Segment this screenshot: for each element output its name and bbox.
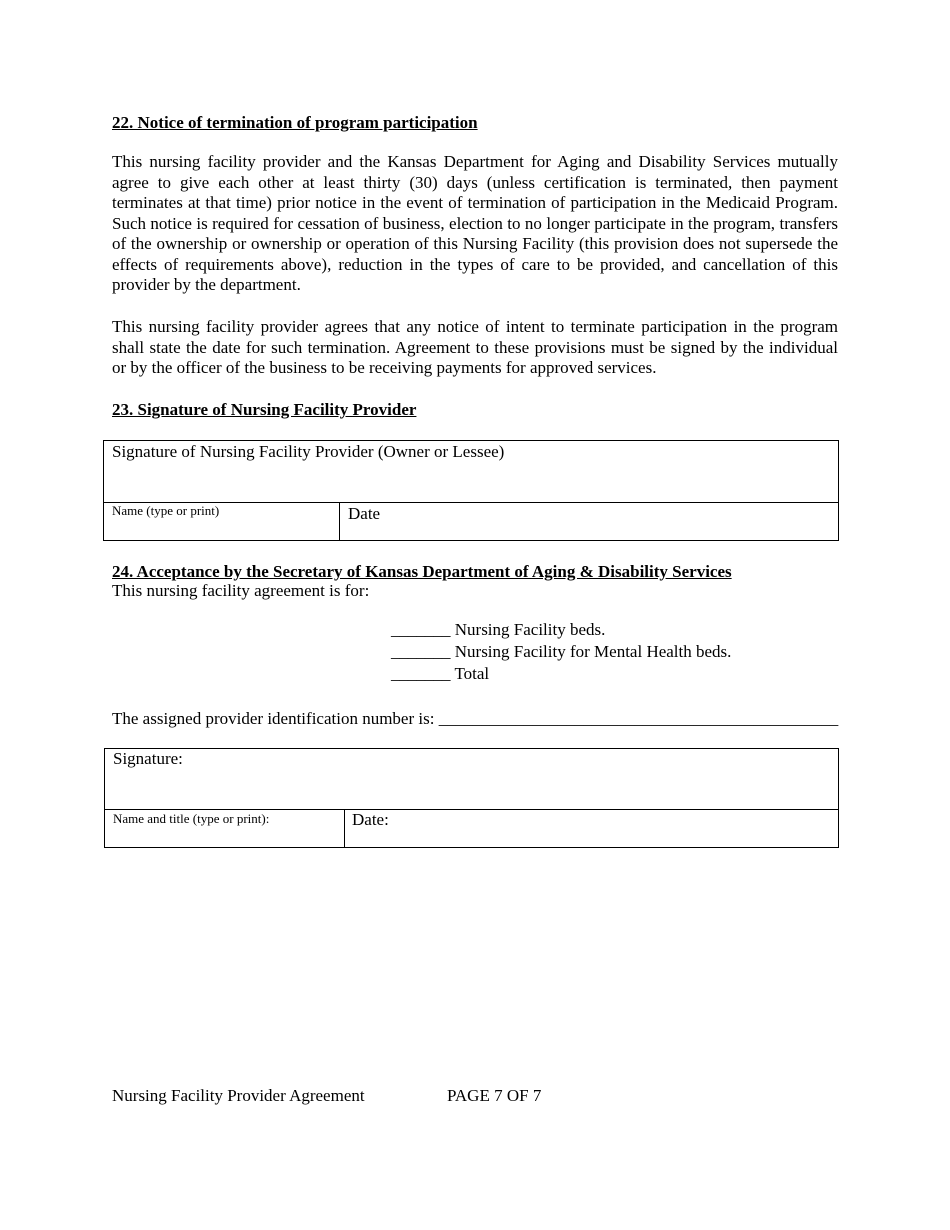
provider-signature-label: Signature of Nursing Facility Provider (Owner or Lessee) (112, 442, 505, 461)
secretary-date-label: Date: (352, 810, 389, 829)
footer-page-number: PAGE 7 OF 7 (447, 1086, 542, 1105)
secretary-signature-table (104, 748, 839, 848)
provider-name-field[interactable] (104, 503, 340, 540)
secretary-signature-label: Signature: (113, 749, 183, 768)
section-24-intro: This nursing facility agreement is for: (112, 581, 370, 600)
section-23-heading: 23. Signature of Nursing Facility Provider (112, 400, 417, 419)
provider-signature-table (103, 440, 839, 541)
footer-title: Nursing Facility Provider Agreement (112, 1086, 365, 1105)
provider-id-line[interactable]: The assigned provider identification number is: _______________________________________________ (112, 709, 839, 728)
secretary-date-field[interactable] (345, 810, 838, 847)
provider-date-label: Date (348, 504, 381, 523)
total-beds-line[interactable]: _______ Total (391, 664, 490, 683)
secretary-name-title-field[interactable] (105, 810, 345, 847)
mental-health-beds-line[interactable]: _______ Nursing Facility for Mental Health beds. (391, 642, 732, 661)
provider-signature-field[interactable] (104, 441, 838, 503)
nursing-facility-beds-line[interactable]: _______ Nursing Facility beds. (391, 620, 606, 639)
provider-date-field[interactable] (340, 503, 838, 540)
section-22-paragraph-2: This nursing facility provider agrees that any notice of intent to terminate participation in the program shall state the date for such termination. Agreement to these provisions must be signed by the individual or by the officer of the business to be receiving payments for approved services. (112, 317, 838, 377)
section-22-paragraph-1: This nursing facility provider and the Kansas Department for Aging and Disability Services mutually agree to give each other at least thirty (30) days (unless certification is terminated, then payment terminates at that time) prior notice in the event of termination of participation in the Medicaid Program. Such notice is required for cessation of business, election to no longer participate in the program, transfers of the ownership or ownership or operation of this Nursing Facility (this provision does not supersede the effects of requirements above), reduction in the types of care to be provided, and cancellation of this provider by the department. (112, 152, 838, 294)
secretary-signature-field[interactable] (105, 749, 838, 810)
provider-name-label: Name (type or print) (112, 503, 220, 518)
secretary-name-title-label: Name and title (type or print): (113, 811, 270, 826)
section-24-heading: 24. Acceptance by the Secretary of Kansas Department of Aging & Disability Services (112, 562, 732, 581)
section-22-heading: 22. Notice of termination of program participation (112, 113, 478, 132)
